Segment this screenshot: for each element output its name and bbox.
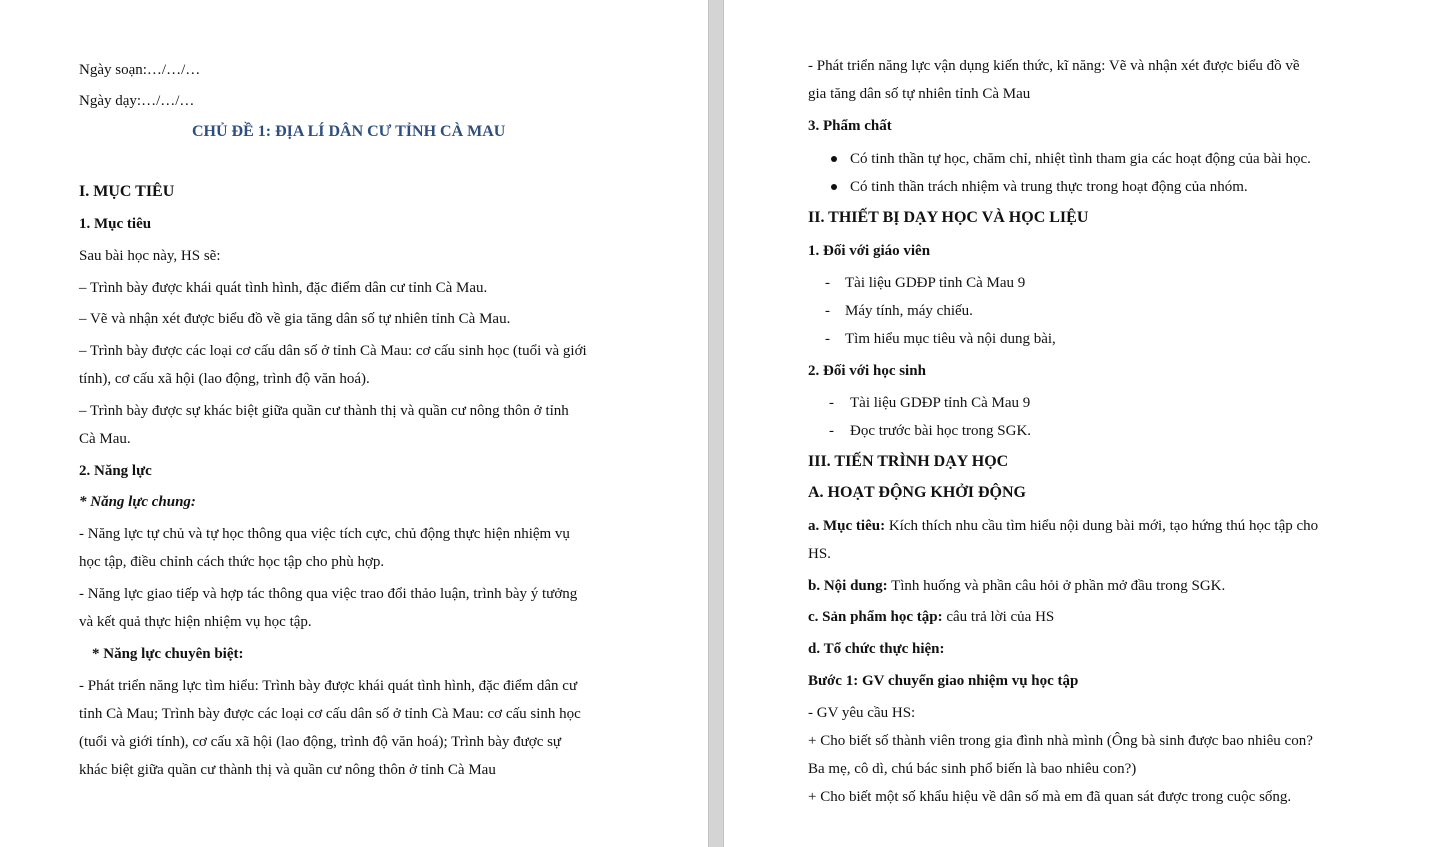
specific-competence-1-line-2: tỉnh Cà Mau; Trình bày được các loại cơ cấu dân số ở tỉnh Cà Mau: cơ cấu sinh học xyxy=(79,706,581,722)
step-1-heading: Bước 1: GV chuyển giao nhiệm vụ học tập xyxy=(808,673,1079,689)
content-text: Tình huống và phần câu hỏi ở phần mở đầu trong SGK. xyxy=(887,578,1226,594)
specific-competence-2-line-1: - Phát triển năng lực vận dụng kiến thức, kĩ năng: Vẽ và nhận xét được biểu đồ về xyxy=(808,58,1300,74)
activity-a-content xyxy=(808,577,1225,595)
general-competence-1-line-1: - Năng lực tự chủ và tự học thông qua việc tích cực, chủ động thực hiện nhiệm vụ xyxy=(79,526,570,542)
specific-competence-heading: * Năng lực chuyên biệt: xyxy=(92,646,244,662)
goal-text: Kích thích nhu cầu tìm hiểu nội dung bài mới, tạo hứng thú học tập cho xyxy=(885,518,1319,534)
dash-icon: - xyxy=(829,423,834,439)
teacher-item: Tài liệu GDĐP tỉnh Cà Mau 9 xyxy=(845,275,1026,291)
content-label: b. Nội dung: xyxy=(808,578,888,594)
teacher-request: - GV yêu cầu HS: xyxy=(808,705,916,721)
section-equipment: II. THIẾT BỊ DẠY HỌC VÀ HỌC LIỆU xyxy=(808,209,1089,226)
section-process: III. TIẾN TRÌNH DẠY HỌC xyxy=(808,453,1009,470)
objective-4-line-1: – Trình bày được sự khác biệt giữa quần cư thành thị và quần cư nông thôn ở tỉnh xyxy=(79,403,569,419)
specific-competence-1-line-4: khác biệt giữa quần cư thành thị và quần cư nông thôn ở tỉnh Cà Mau xyxy=(79,762,496,778)
teacher-item: Tìm hiểu mục tiêu và nội dung bài, xyxy=(845,331,1056,347)
quality-2: Có tinh thần trách nhiệm và trung thực trong hoạt động của nhóm. xyxy=(850,179,1248,195)
activity-a-organize: d. Tổ chức thực hiện: xyxy=(808,641,945,657)
topic-title: CHỦ ĐỀ 1: ĐỊA LÍ DÂN CƯ TỈNH CÀ MAU xyxy=(192,123,506,140)
specific-competence-2-line-2: gia tăng dân số tự nhiên tỉnh Cà Mau xyxy=(808,86,1031,102)
section-objectives: I. MỤC TIÊU xyxy=(79,183,175,200)
date-teach: Ngày dạy:…/…/… xyxy=(79,93,195,109)
product-label: c. Sản phẩm học tập: xyxy=(808,609,943,625)
subsection-competence: 2. Năng lực xyxy=(79,463,152,479)
teacher-item: Máy tính, máy chiếu. xyxy=(845,303,973,319)
general-competence-heading: * Năng lực chung: xyxy=(79,494,196,510)
student-item: Tài liệu GDĐP tỉnh Cà Mau 9 xyxy=(850,395,1031,411)
student-heading: 2. Đối với học sinh xyxy=(808,363,926,379)
general-competence-2-line-2: và kết quả thực hiện nhiệm vụ học tập. xyxy=(79,614,312,630)
objective-3-line-1: – Trình bày được các loại cơ cấu dân số ở tỉnh Cà Mau: cơ cấu sinh học (tuổi và giới xyxy=(79,343,587,359)
activity-a-product xyxy=(808,608,1054,626)
document-page-right xyxy=(724,0,1432,847)
subsection-objectives: 1. Mục tiêu xyxy=(79,216,152,232)
dash-icon: - xyxy=(825,331,830,347)
objective-4-line-2: Cà Mau. xyxy=(79,431,131,447)
activity-a-goal-line-2: HS. xyxy=(808,546,831,562)
goal-label: a. Mục tiêu: xyxy=(808,518,886,534)
activity-a-heading: A. HOẠT ĐỘNG KHỞI ĐỘNG xyxy=(808,484,1026,501)
page-gutter xyxy=(708,0,724,847)
document-page-left xyxy=(0,0,708,847)
quality-1: Có tinh thần tự học, chăm chỉ, nhiệt tình tham gia các hoạt động của bài học. xyxy=(850,151,1311,167)
bullet-icon xyxy=(831,156,837,162)
objective-3-line-2: tính), cơ cấu xã hội (lao động, trình độ văn hoá). xyxy=(79,371,370,387)
product-text: câu trả lời của HS xyxy=(942,609,1055,625)
dash-icon: - xyxy=(829,395,834,411)
activity-a-goal-line-1 xyxy=(808,517,1318,535)
general-competence-1-line-2: học tập, điều chỉnh cách thức học tập cho phù hợp. xyxy=(79,554,385,570)
objective-1: – Trình bày được khái quát tình hình, đặc điểm dân cư tỉnh Cà Mau. xyxy=(79,280,488,296)
dash-icon: - xyxy=(825,275,830,291)
request-1-line-2: Ba mẹ, cô dì, chú bác sinh phổ biến là bao nhiêu con?) xyxy=(808,761,1137,777)
dash-icon: - xyxy=(825,303,830,319)
subsection-quality: 3. Phẩm chất xyxy=(808,118,892,134)
bullet-icon xyxy=(831,184,837,190)
objectives-intro: Sau bài học này, HS sẽ: xyxy=(79,248,221,264)
general-competence-2-line-1: - Năng lực giao tiếp và hợp tác thông qua việc trao đổi thảo luận, trình bày ý tưởng xyxy=(79,586,578,602)
request-1-line-1: + Cho biết số thành viên trong gia đình nhà mình (Ông bà sinh được bao nhiêu con? xyxy=(808,733,1313,749)
specific-competence-1-line-3: (tuổi và giới tính), cơ cấu xã hội (lao động, trình độ văn hoá); Trình bày được sự xyxy=(79,734,562,750)
specific-competence-1-line-1: - Phát triển năng lực tìm hiểu: Trình bày được khái quát tình hình, đặc điểm dân cư xyxy=(79,678,578,694)
teacher-heading: 1. Đối với giáo viên xyxy=(808,243,931,259)
objective-2: – Vẽ và nhận xét được biểu đồ về gia tăng dân số tự nhiên tỉnh Cà Mau. xyxy=(79,311,511,327)
student-item: Đọc trước bài học trong SGK. xyxy=(850,423,1032,439)
request-2: + Cho biết một số khẩu hiệu về dân số mà em đã quan sát được trong cuộc sống. xyxy=(808,789,1292,805)
date-prepare: Ngày soạn:…/…/… xyxy=(79,62,201,78)
